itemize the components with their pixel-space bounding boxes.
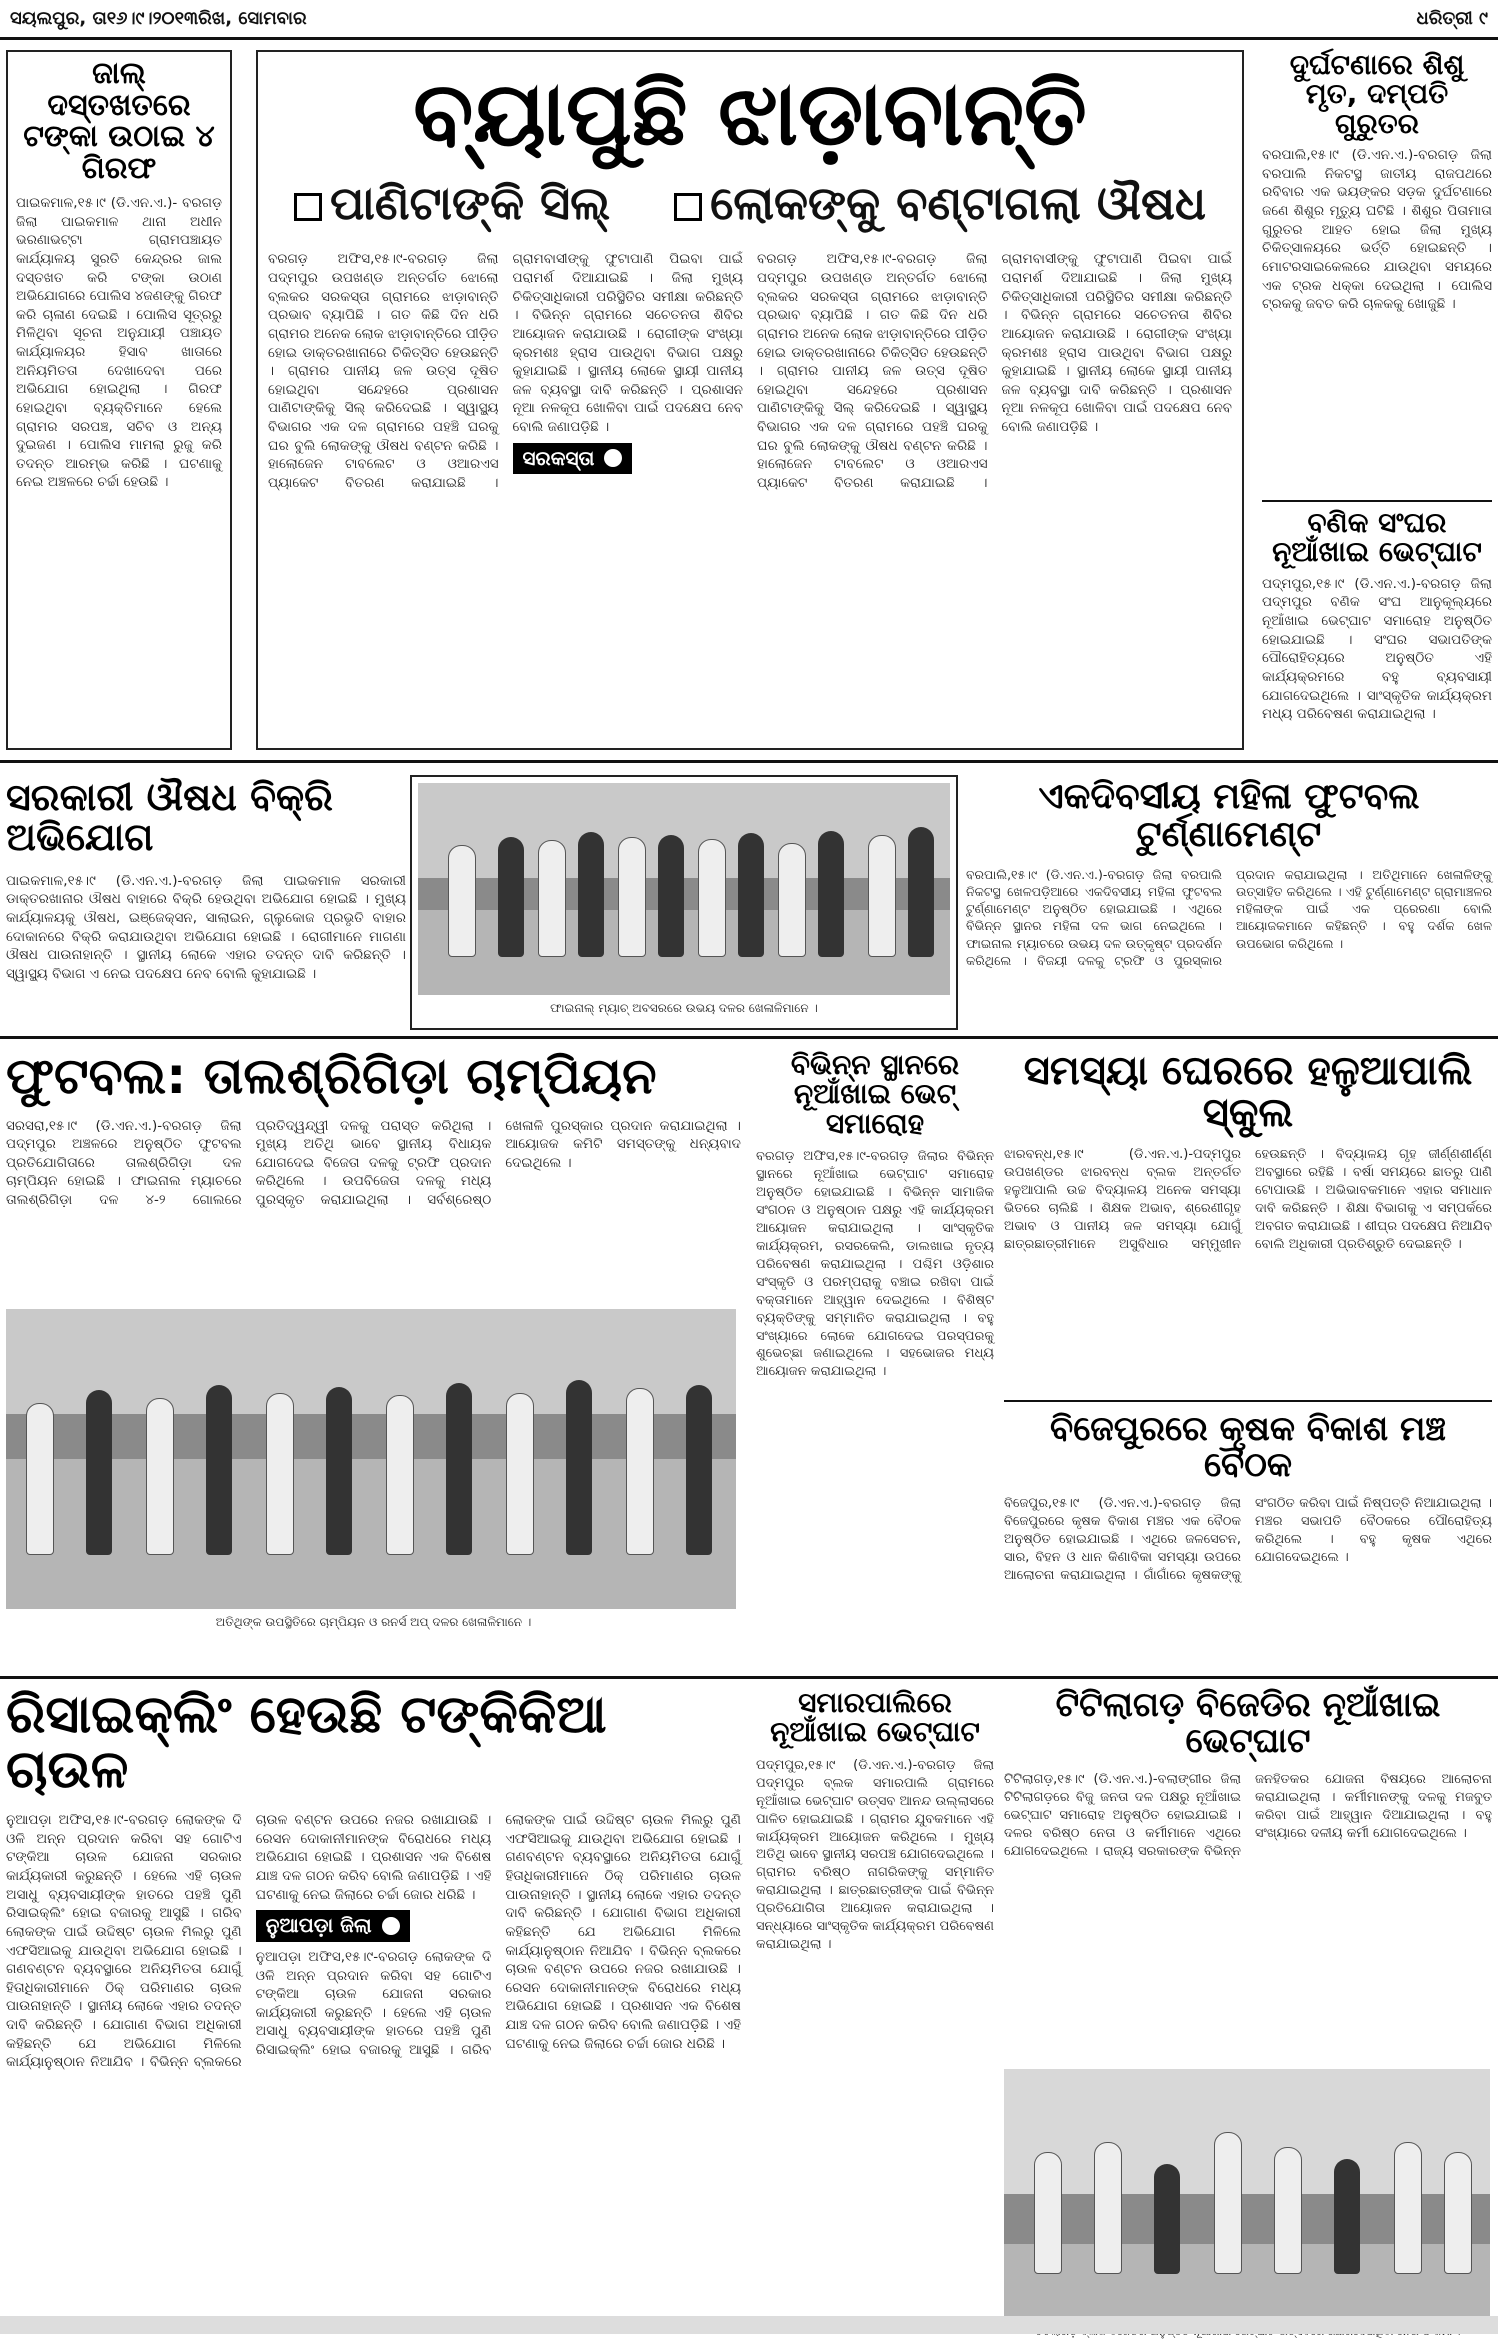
team-photo: [418, 783, 950, 995]
headline: ଦୁର୍ଘଟଣାରେ ଶିଶୁ ମୃତ, ଦମ୍ପତି ଗୁରୁତର: [1289, 48, 1465, 140]
article-body: ଟିଟିଲାଗଡ଼,୧୫।୯ (ଡି.ଏନ.ଏ.)-ବଲାଙ୍ଗୀର ଜିଲା ଟିଟିଲାଗଡ଼ରେ ବିଜୁ ଜନତା ଦଳ ପକ୍ଷରୁ ନୂଆଁଖାଇ ଭେଟ୍‌ଘାଟ ସମାରୋହ ଅନୁଷ୍ଠିତ ହୋଇଯାଇଛି । ଦଳର ବରିଷ୍ଠ ନେତା ଓ କର୍ମୀମାନେ ଏଥିରେ ଯୋଗଦେଇଥିଲେ । ରାଜ୍ୟ ସରକାରଙ୍କ ବିଭିନ୍ନ ଜନହିତକର ଯୋଜନା ବିଷୟରେ ଆଲୋଚନା କରାଯାଇଥିଲା । କର୍ମୀମାନଙ୍କୁ ଦଳକୁ ମଜବୁତ କରିବା ପାଇଁ ଆହ୍ୱାନ ଦିଆଯାଇଥିଲା । ବହୁ ସଂଖ୍ୟାରେ ଦଳୀୟ କର୍ମୀ ଯୋଗଦେଇଥିଲେ ।: [1004, 1772, 1492, 1860]
headline: ସମସ୍ୟା ଘେରରେ ହଳୁଆପାଲି ସ୍କୁଲ: [1023, 1048, 1473, 1136]
photo-caption: ଫାଇନାଲ୍ ମ୍ୟାଚ୍ ଅବସରରେ ଉଭୟ ଦଳର ଖେଳାଳିମାନେ ।: [550, 1001, 818, 1015]
article-body: ପଦ୍ମପୁର,୧୫।୯ (ଡି.ଏନ.ଏ.)-ବରଗଡ଼ ଜିଲା ପଦ୍ମପୁର ବ୍ଲକ ସମାରପାଲି ଗ୍ରାମରେ ନୂଆଁଖାଇ ଭେଟ୍‌ଘାଟ ଉତ୍ସବ ଆନନ୍ଦ ଉଲ୍ଲାସରେ ପାଳିତ ହୋଇଯାଇଛି । ଗ୍ରାମର ଯୁବକମାନେ ଏହି କାର୍ଯ୍ୟକ୍ରମ ଆୟୋଜନ କରିଥିଲେ । ମୁଖ୍ୟ ଅତିଥି ଭାବେ ସ୍ଥାନୀୟ ସରପଞ୍ଚ ଯୋଗଦେଇଥିଲେ । ଗ୍ରାମର ବରିଷ୍ଠ ନାଗରିକଙ୍କୁ ସମ୍ମାନିତ କରାଯାଇଥିଲା । ଛାତ୍ରଛାତ୍ରୀଙ୍କ ପାଇଁ ବିଭିନ୍ନ ପ୍ରତିଯୋଗିତା ଆୟୋଜନ କରାଯାଇଥିଲା । ସନ୍ଧ୍ୟାରେ ସାଂସ୍କୃତିକ କାର୍ଯ୍ୟକ୍ରମ ପରିବେଷଣ କରାଯାଇଥିଲା ।: [756, 1757, 994, 1953]
headline: ବିଜେପୁରରେ କୃଷକ ବିକାଶ ମଞ୍ଚ ବୈଠକ: [1050, 1409, 1446, 1485]
masthead: [0, 0, 1498, 40]
article-banik-sangha: [1262, 500, 1492, 750]
headline: ସମାରପାଲିରେ ନୂଆଁଖାଇ ଭେଟ୍‌ଘାଟ: [770, 1686, 980, 1749]
article-recycling-chaula: [6, 1685, 741, 2308]
masthead-date: ସୟଲପୁର, ତା୧୬।୯।୨୦୧୩ରିଖ, ସୋମବାର: [10, 8, 307, 29]
lead-body: ବରଗଡ଼ ଅଫିସ,୧୫।୯-ବରଗଡ଼ ଜିଲା ପଦ୍ମପୁର ଉପଖଣ୍ଡ ଅନ୍ତର୍ଗତ ଝୋଲୋ ବ୍ଲକର ସରକସ୍ତା ଗ୍ରାମରେ ଝାଡ଼ାବାନ୍ତି ପ୍ରଭାବ ବ୍ୟାପିଛି । ଗତ କିଛି ଦିନ ଧରି ଗ୍ରାମର ଅନେକ ଲୋକ ଝାଡ଼ାବାନ୍ତିରେ ପୀଡ଼ିତ ହୋଇ ଡାକ୍ତରଖାନାରେ ଚିକିତ୍ସିତ ହେଉଛନ୍ତି । ଗ୍ରାମର ପାନୀୟ ଜଳ ଉତ୍ସ ଦୂଷିତ ହୋଇଥିବା ସନ୍ଦେହରେ ପ୍ରଶାସନ ପାଣିଟାଙ୍କିକୁ ସିଲ୍ କରିଦେଇଛି । ସ୍ୱାସ୍ଥ୍ୟ ବିଭାଗର ଏକ ଦଳ ଗ୍ରାମରେ ପହଞ୍ଚି ଘରକୁ ଘର ବୁଲି ଲୋକଙ୍କୁ ଔଷଧ ବଣ୍ଟନ କରିଛି । ହାଲୋଜେନ ଟାବଲେଟ ଓ ଓଆରଏସ ପ୍ୟାକେଟ ବିତରଣ କରାଯାଇଛି । ଗ୍ରାମବାସୀଙ୍କୁ ଫୁଟାପାଣି ପିଇବା ପାଇଁ ପରାମର୍ଶ ଦିଆଯାଇଛି । ଜିଲା ମୁଖ୍ୟ ଚିକିତ୍ସାଧିକାରୀ ପରିସ୍ଥିତିର ସମୀକ୍ଷା କରିଛନ୍ତି । ବିଭିନ୍ନ ଗ୍ରାମରେ ସଚେତନତା ଶିବିର ଆୟୋଜନ କରାଯାଉଛି । ରୋଗୀଙ୍କ ସଂଖ୍ୟା କ୍ରମଶଃ ହ୍ରାସ ପାଉଥିବା ବିଭାଗ ପକ୍ଷରୁ କୁହାଯାଇଛି । ସ୍ଥାନୀୟ ଲୋକେ ସ୍ଥାୟୀ ପାନୀୟ ଜଳ ବ୍ୟବସ୍ଥା ଦାବି କରିଛନ୍ତି । ପ୍ରଶାସନ ନୂଆ ନଳକୂପ ଖୋଳିବା ପାଇଁ ପଦକ୍ଷେପ ନେବ ବୋଲି ଜଣାପଡ଼ିଛି । ସରକସ୍ତା ବରଗଡ଼ ଅଫିସ,୧୫।୯-ବରଗଡ଼ ଜିଲା ପଦ୍ମପୁର ଉପଖଣ୍ଡ ଅନ୍ତର୍ଗତ ଝୋଲୋ ବ୍ଲକର ସରକସ୍ତା ଗ୍ରାମରେ ଝାଡ଼ାବାନ୍ତି ପ୍ରଭାବ ବ୍ୟାପିଛି । ଗତ କିଛି ଦିନ ଧରି ଗ୍ରାମର ଅନେକ ଲୋକ ଝାଡ଼ାବାନ୍ତିରେ ପୀଡ଼ିତ ହୋଇ ଡାକ୍ତରଖାନାରେ ଚିକିତ୍ସିତ ହେଉଛନ୍ତି । ଗ୍ରାମର ପାନୀୟ ଜଳ ଉତ୍ସ ଦୂଷିତ ହୋଇଥିବା ସନ୍ଦେହରେ ପ୍ରଶାସନ ପାଣିଟାଙ୍କିକୁ ସିଲ୍ କରିଦେଇଛି । ସ୍ୱାସ୍ଥ୍ୟ ବିଭାଗର ଏକ ଦଳ ଗ୍ରାମରେ ପହଞ୍ଚି ଘରକୁ ଘର ବୁଲି ଲୋକଙ୍କୁ ଔଷଧ ବଣ୍ଟନ କରିଛି । ହାଲୋଜେନ ଟାବଲେଟ ଓ ଓଆରଏସ ପ୍ୟାକେଟ ବିତରଣ କରାଯାଇଛି । ଗ୍ରାମବାସୀଙ୍କୁ ଫୁଟାପାଣି ପିଇବା ପାଇଁ ପରାମର୍ଶ ଦିଆଯାଇଛି । ଜିଲା ମୁଖ୍ୟ ଚିକିତ୍ସାଧିକାରୀ ପରିସ୍ଥିତିର ସମୀକ୍ଷା କରିଛନ୍ତି । ବିଭିନ୍ନ ଗ୍ରାମରେ ସଚେତନତା ଶିବିର ଆୟୋଜନ କରାଯାଉଛି । ରୋଗୀଙ୍କ ସଂଖ୍ୟା କ୍ରମଶଃ ହ୍ରାସ ପାଉଥିବା ବିଭାଗ ପକ୍ଷରୁ କୁହାଯାଇଛି । ସ୍ଥାନୀୟ ଲୋକେ ସ୍ଥାୟୀ ପାନୀୟ ଜଳ ବ୍ୟବସ୍ଥା ଦାବି କରିଛନ୍ତି । ପ୍ରଶାସନ ନୂଆ ନଳକୂପ ଖୋଳିବା ପାଇଁ ପଦକ୍ଷେପ ନେବ ବୋଲି ଜଣାପଡ଼ିଛି ।: [268, 251, 1232, 491]
article-nuakhai-vibhinna: [756, 1050, 994, 1670]
article-durghatana: [1262, 50, 1492, 490]
article-body: ସରସରା,୧୫।୯ (ଡି.ଏନ.ଏ.)-ବରଗଡ଼ ଜିଲା ପଦ୍ମପୁର ଅଞ୍ଚଳରେ ଅନୁଷ୍ଠିତ ଫୁଟବଲ ପ୍ରତିଯୋଗିତାରେ ତାଲଶ୍ରିଗିଡ଼ା ଦଳ ଚାମ୍ପିୟନ ହୋଇଛି । ଫାଇନାଲ ମ୍ୟାଚରେ ତାଲଶ୍ରିଗିଡ଼ା ଦଳ ୪-୨ ଗୋଲରେ ପ୍ରତିଦ୍ୱନ୍ଦ୍ୱୀ ଦଳକୁ ପରାସ୍ତ କରିଥିଲା । ମୁଖ୍ୟ ଅତିଥି ଭାବେ ସ୍ଥାନୀୟ ବିଧାୟକ ଯୋଗଦେଇ ବିଜେତା ଦଳକୁ ଟ୍ରଫି ପ୍ରଦାନ କରିଥିଲେ । ଉପବିଜେତା ଦଳକୁ ମଧ୍ୟ ପୁରସ୍କୃତ କରାଯାଇଥିଲା । ସର୍ବଶ୍ରେଷ୍ଠ ଖେଳାଳି ପୁରସ୍କାର ପ୍ରଦାନ କରାଯାଇଥିଲା । ଆୟୋଜକ କମିଟି ସମସ୍ତଙ୍କୁ ଧନ୍ୟବାଦ ଦେଇଥିଲେ ।: [6, 1117, 741, 1208]
bullet-square-icon: [674, 193, 702, 221]
headline: ସରକାରୀ ଔଷଧ ବିକ୍ରି ଅଭିଯୋଗ: [6, 775, 333, 859]
divider: [0, 1036, 1498, 1039]
article-mahila-football: [966, 778, 1492, 1028]
article-body: ବରଗଡ଼ ଅଫିସ,୧୫।୯-ବରଗଡ଼ ଜିଲାର ବିଭିନ୍ନ ସ୍ଥାନରେ ନୂଆଁଖାଇ ଭେଟ୍‌ଘାଟ ସମାରୋହ ଅନୁଷ୍ଠିତ ହୋଇଯାଇଛି । ବିଭିନ୍ନ ସାମାଜିକ ସଂଗଠନ ଓ ଅନୁଷ୍ଠାନ ପକ୍ଷରୁ ଏହି କାର୍ଯ୍ୟକ୍ରମ ଆୟୋଜନ କରାଯାଇଥିଲା । ସାଂସ୍କୃତିକ କାର୍ଯ୍ୟକ୍ରମ, ରସରକେଲି, ଡାଲଖାଇ ନୃତ୍ୟ ପରିବେଷଣ କରାଯାଇଥିଲା । ପଶ୍ଚିମ ଓଡ଼ିଶାର ସଂସ୍କୃତି ଓ ପରମ୍ପରାକୁ ବଞ୍ଚାଇ ରଖିବା ପାଇଁ ବକ୍ତାମାନେ ଆହ୍ୱାନ ଦେଇଥିଲେ । ବିଶିଷ୍ଟ ବ୍ୟକ୍ତିଙ୍କୁ ସମ୍ମାନିତ କରାଯାଇଥିଲା । ବହୁ ସଂଖ୍ୟାରେ ଲୋକେ ଯୋଗଦେଇ ପରସ୍ପରକୁ ଶୁଭେଚ୍ଛା ଜଣାଇଥିଲେ । ସହଭୋଜର ମଧ୍ୟ ଆୟୋଜନ କରାଯାଇଥିଲା ।: [756, 1149, 994, 1380]
photo-women-football: [410, 775, 958, 1030]
article-lead-jhadabanti: [256, 50, 1244, 750]
article-jal-dastakhat: [6, 50, 232, 750]
place-tag: ନୁଆପଡ଼ା ଜିଲା: [256, 1910, 492, 1942]
meeting-photo: [1004, 2069, 1490, 2319]
article-body: ଝାରବନ୍ଧ,୧୫।୯ (ଡି.ଏନ.ଏ.)-ପଦ୍ମପୁର ଉପଖଣ୍ଡର ଝାରବନ୍ଧ ବ୍ଲକ ଅନ୍ତର୍ଗତ ହଳୁଆପାଲି ଉଚ୍ଚ ବିଦ୍ୟାଳୟ ଅନେକ ସମସ୍ୟା ଭିତରେ ଚାଲିଛି । ଶିକ୍ଷକ ଅଭାବ, ଶ୍ରେଣୀଗୃହ ଅଭାବ ଓ ପାନୀୟ ଜଳ ସମସ୍ୟା ଯୋଗୁଁ ଛାତ୍ରଛାତ୍ରୀମାନେ ଅସୁବିଧାର ସମ୍ମୁଖୀନ ହେଉଛନ୍ତି । ବିଦ୍ୟାଳୟ ଗୃହ ଜୀର୍ଣ୍ଣଶୀର୍ଣ୍ଣ ଅବସ୍ଥାରେ ରହିଛି । ବର୍ଷା ସମୟରେ ଛାତରୁ ପାଣି ଟୋପାଉଛି । ଅଭିଭାବକମାନେ ଏହାର ସମାଧାନ ଦାବି କରିଛନ୍ତି । ଶିକ୍ଷା ବିଭାଗକୁ ଏ ସମ୍ପର୍କରେ ଅବଗତ କରାଯାଇଛି । ଶୀଘ୍ର ପଦକ୍ଷେପ ନିଆଯିବ ବୋଲି ଅଧିକାରୀ ପ୍ରତିଶ୍ରୁତି ଦେଇଛନ୍ତି ।: [1004, 1147, 1492, 1252]
article-football-champion: [6, 1047, 741, 1670]
lead-headline: ବ୍ୟାପୁଛି ଝାଡ଼ାବାନ୍ତି: [413, 62, 1087, 165]
headline: ବିଭିନ୍ନ ସ୍ଥାନରେ ନୂଆଁଖାଇ ଭେଟ୍ ସମାରୋହ: [790, 1048, 960, 1140]
masthead-page: ଧରିତ୍ରୀ ୯: [1416, 8, 1488, 29]
footer-bar: [0, 2316, 1498, 2334]
headline: ଏକଦିବସୀୟ ମହିଳା ଫୁଟବଲ ଟୁର୍ଣ୍ଣାମେଣ୍ଟ: [1038, 776, 1420, 855]
article-body: ନୁଆପଡ଼ା ଅଫିସ,୧୫।୯-ବରଗଡ଼ ଲୋକଙ୍କ ଦି ଓଳି ଅନ୍ନ ପ୍ରଦାନ କରିବା ସହ ଗୋଟିଏ ଟଙ୍କିଆ ଚାଉଳ ଯୋଜନା ସରକାର କାର୍ଯ୍ୟକାରୀ କରୁଛନ୍ତି । ହେଲେ ଏହି ଚାଉଳ ଅସାଧୁ ବ୍ୟବସାୟୀଙ୍କ ହାତରେ ପହଞ୍ଚି ପୁଣି ରିସାଇକ୍ଲିଂ ହୋଇ ବଜାରକୁ ଆସୁଛି । ଗରିବ ଲୋକଙ୍କ ପାଇଁ ଉଦ୍ଦିଷ୍ଟ ଚାଉଳ ମିଲରୁ ପୁଣି ଏଫସିଆଇକୁ ଯାଉଥିବା ଅଭିଯୋଗ ହୋଇଛି । ଗଣବଣ୍ଟନ ବ୍ୟବସ୍ଥାରେ ଅନିୟମିତତା ଯୋଗୁଁ ହିତାଧିକାରୀମାନେ ଠିକ୍ ପରିମାଣର ଚାଉଳ ପାଉନାହାନ୍ତି । ସ୍ଥାନୀୟ ଲୋକେ ଏହାର ତଦନ୍ତ ଦାବି କରିଛନ୍ତି । ଯୋଗାଣ ବିଭାଗ ଅଧିକାରୀ କହିଛନ୍ତି ଯେ ଅଭିଯୋଗ ମିଳିଲେ କାର୍ଯ୍ୟାନୁଷ୍ଠାନ ନିଆଯିବ । ବିଭିନ୍ନ ବ୍ଲକରେ ଚାଉଳ ବଣ୍ଟନ ଉପରେ ନଜର ରଖାଯାଉଛି । ରେସନ ଦୋକାନୀମାନଙ୍କ ବିରୋଧରେ ମଧ୍ୟ ଅଭିଯୋଗ ହୋଇଛି । ପ୍ରଶାସନ ଏକ ବିଶେଷ ଯାଞ୍ଚ ଦଳ ଗଠନ କରିବ ବୋଲି ଜଣାପଡ଼ିଛି । ଏହି ଘଟଣାକୁ ନେଇ ଜିଲାରେ ଚର୍ଚ୍ଚା ଜୋର ଧରିଛି । ନୁଆପଡ଼ା ଜିଲା ନୁଆପଡ଼ା ଅଫିସ,୧୫।୯-ବରଗଡ଼ ଲୋକଙ୍କ ଦି ଓଳି ଅନ୍ନ ପ୍ରଦାନ କରିବା ସହ ଗୋଟିଏ ଟଙ୍କିଆ ଚାଉଳ ଯୋଜନା ସରକାର କାର୍ଯ୍ୟକାରୀ କରୁଛନ୍ତି । ହେଲେ ଏହି ଚାଉଳ ଅସାଧୁ ବ୍ୟବସାୟୀଙ୍କ ହାତରେ ପହଞ୍ଚି ପୁଣି ରିସାଇକ୍ଲିଂ ହୋଇ ବଜାରକୁ ଆସୁଛି । ଗରିବ ଲୋକଙ୍କ ପାଇଁ ଉଦ୍ଦିଷ୍ଟ ଚାଉଳ ମିଲରୁ ପୁଣି ଏଫସିଆଇକୁ ଯାଉଥିବା ଅଭିଯୋଗ ହୋଇଛି । ଗଣବଣ୍ଟନ ବ୍ୟବସ୍ଥାରେ ଅନିୟମିତତା ଯୋଗୁଁ ହିତାଧିକାରୀମାନେ ଠିକ୍ ପରିମାଣର ଚାଉଳ ପାଉନାହାନ୍ତି । ସ୍ଥାନୀୟ ଲୋକେ ଏହାର ତଦନ୍ତ ଦାବି କରିଛନ୍ତି । ଯୋଗାଣ ବିଭାଗ ଅଧିକାରୀ କହିଛନ୍ତି ଯେ ଅଭିଯୋଗ ମିଳିଲେ କାର୍ଯ୍ୟାନୁଷ୍ଠାନ ନିଆଯିବ । ବିଭିନ୍ନ ବ୍ଲକରେ ଚାଉଳ ବଣ୍ଟନ ଉପରେ ନଜର ରଖାଯାଉଛି । ରେସନ ଦୋକାନୀମାନଙ୍କ ବିରୋଧରେ ମଧ୍ୟ ଅଭିଯୋଗ ହୋଇଛି । ପ୍ରଶାସନ ଏକ ବିଶେଷ ଯାଞ୍ଚ ଦଳ ଗଠନ କରିବ ବୋଲି ଜଣାପଡ଼ିଛି । ଏହି ଘଟଣାକୁ ନେଇ ଜିଲାରେ ଚର୍ଚ୍ଚା ଜୋର ଧରିଛି ।: [6, 1812, 741, 2071]
subhead-1: ପାଣିଟାଙ୍କି ସିଲ୍: [329, 176, 611, 231]
article-body: ପାଇକମାଳ,୧୫।୯ (ଡି.ଏନ.ଏ.)- ବରଗଡ଼ ଜିଲା ପାଇକମାଳ ଥାନା ଅଧୀନ ଭରଣାଭଟ୍ଟା ଗ୍ରାମପଞ୍ଚାୟତ କାର୍ଯ୍ୟାଳୟ ସୁରତି କେନ୍ଦ୍ରର ଜାଲ ଦସ୍ତଖତ କରି ଟଙ୍କା ଉଠାଣ ଅଭିଯୋଗରେ ପୋଲିସ ୪ଜଣଙ୍କୁ ଗିରଫ କରି ଚାଳାଣ ଦେଇଛି । ପୋଲିସ ସୂତ୍ରରୁ ମିଳିଥିବା ସୂଚନା ଅନୁଯାୟୀ ପଞ୍ଚାୟତ କାର୍ଯ୍ୟାଳୟର ହିସାବ ଖାତାରେ ଅନିୟମିତତା ଦେଖାଦେବା ପରେ ଅଭିଯୋଗ ହୋଇଥିଲା । ଗିରଫ ହୋଇଥିବା ବ୍ୟକ୍ତିମାନେ ହେଲେ ଗ୍ରାମର ସରପଞ୍ଚ, ସଚିବ ଓ ଅନ୍ୟ ଦୁଇଜଣ । ପୋଲିସ ମାମଲା ରୁଜୁ କରି ତଦନ୍ତ ଆରମ୍ଭ କରିଛି । ଘଟଣାକୁ ନେଇ ଅଞ୍ଚଳରେ ଚର୍ଚ୍ଚା ହେଉଛି ।: [16, 195, 222, 491]
bullet-circle-icon: [382, 1917, 400, 1935]
article-titilagarh-bjd: [1004, 1685, 1492, 2308]
photo-caption: ଅତିଥିଙ୍କ ଉପସ୍ଥିତିରେ ଚାମ୍ପିୟନ ଓ ରନର୍ସ ଅପ୍ ଦଳର ଖେଳାଳିମାନେ ।: [215, 1614, 532, 1629]
article-body: ବିଜେପୁର,୧୫।୯ (ଡି.ଏନ.ଏ.)-ବରଗଡ଼ ଜିଲା ବିଜେପୁରରେ କୃଷକ ବିକାଶ ମଞ୍ଚର ଏକ ବୈଠକ ଅନୁଷ୍ଠିତ ହୋଇଯାଇଛି । ଏଥିରେ ଜଳସେଚନ, ସାର, ବିହନ ଓ ଧାନ କିଣାବିକା ସମସ୍ୟା ଉପରେ ଆଲୋଚନା କରାଯାଇଥିଲା । ଗାଁଗାଁରେ କୃଷକଙ୍କୁ ସଂଗଠିତ କରିବା ପାଇଁ ନିଷ୍ପତ୍ତି ନିଆଯାଇଥିଲା । ମଞ୍ଚର ସଭାପତି ବୈଠକରେ ପୌରୋହିତ୍ୟ କରିଥିଲେ । ବହୁ କୃଷକ ଏଥିରେ ଯୋଗଦେଇଥିଲେ ।: [1004, 1496, 1492, 1584]
article-krushak-manch: [1004, 1400, 1492, 1670]
headline: ଜାଲ୍ ଦସ୍ତଖତରେ ଟଙ୍କା ଉଠାଇ ୪ ଗିରଫ: [23, 56, 215, 186]
champion-team-photo: [6, 1309, 736, 1609]
subhead-2: ଲୋକଙ୍କୁ ବଣ୍ଟାଗଲା ଔଷଧ: [710, 176, 1207, 231]
article-samarpali-nuakhai: [756, 1688, 994, 2308]
divider: [0, 760, 1498, 763]
headline: ଫୁଟବଲ: ତାଲଶ୍ରିଗିଡ଼ା ଚାମ୍ପିୟନ: [6, 1047, 657, 1105]
article-body: ବରପାଲି,୧୫।୯ (ଡି.ଏନ.ଏ.)-ବରଗଡ଼ ଜିଲା ବରପାଲି ନିକଟସ୍ଥ ଖେଳପଡ଼ିଆରେ ଏକଦିବସୀୟ ମହିଳା ଫୁଟବଲ ଟୁର୍ଣ୍ଣାମେଣ୍ଟ ଅନୁଷ୍ଠିତ ହୋଇଯାଇଛି । ଏଥିରେ ବିଭିନ୍ନ ସ୍ଥାନର ମହିଳା ଦଳ ଭାଗ ନେଇଥିଲେ । ଫାଇନାଲ ମ୍ୟାଚରେ ଉଭୟ ଦଳ ଉତ୍କୃଷ୍ଟ ପ୍ରଦର୍ଶନ କରିଥିଲେ । ବିଜୟୀ ଦଳକୁ ଟ୍ରଫି ଓ ପୁରସ୍କାର ପ୍ରଦାନ କରାଯାଇଥିଲା । ଅତିଥିମାନେ ଖେଳାଳିଙ୍କୁ ଉତ୍ସାହିତ କରିଥିଲେ । ଏହି ଟୁର୍ଣ୍ଣାମେଣ୍ଟ ଗ୍ରାମାଞ୍ଚଳର ମହିଳାଙ୍କ ପାଇଁ ଏକ ପ୍ରେରଣା ବୋଲି ଆୟୋଜକମାନେ କହିଛନ୍ତି । ବହୁ ଦର୍ଶକ ଖେଳ ଉପଭୋଗ କରିଥିଲେ ।: [966, 866, 1492, 968]
headline: ବଣିକ ସଂଘର ନୂଆଁଖାଇ ଭେଟ୍‌ଘାଟ: [1272, 506, 1482, 569]
lead-columns: [268, 250, 1232, 720]
article-body: ପାଇକମାଳ,୧୫।୯ (ଡି.ଏନ.ଏ.)-ବରଗଡ଼ ଜିଲା ପାଇକମାଳ ସରକାରୀ ଡାକ୍ତରଖାନାର ଔଷଧ ବାହାରେ ବିକ୍ରି ହେଉଥିବା ଅଭିଯୋଗ ହୋଇଛି । ମୁଖ୍ୟ କାର୍ଯ୍ୟାଳୟକୁ ଔଷଧ, ଇଞ୍ଜେକ୍ସନ, ସାଲାଇନ, ଗ୍ଲୁକୋଜ ପ୍ରଭୃତି ବାହାର ଦୋକାନରେ ବିକ୍ରି କରାଯାଉଥିବା ଅଭିଯୋଗ ହୋଇଛି । ରୋଗୀମାନେ ମାଗଣା ଔଷଧ ପାଉନାହାନ୍ତି । ସ୍ଥାନୀୟ ଲୋକେ ଏହାର ତଦନ୍ତ ଦାବି କରିଛନ୍ତି । ସ୍ୱାସ୍ଥ୍ୟ ବିଭାଗ ଏ ନେଇ ପଦକ୍ଷେପ ନେବ ବୋଲି କୁହାଯାଇଛି ।: [6, 872, 406, 982]
headline: ରିସାଇକ୍ଲିଂ ହେଉଛି ଟଙ୍କିକିଆ ଚାଉଳ: [6, 1685, 607, 1800]
article-halluapali-school: [1004, 1050, 1492, 1395]
article-body: ବରପାଲି,୧୫।୯ (ଡି.ଏନ.ଏ.)-ବରଗଡ଼ ଜିଲା ବରପାଲି ନିକଟସ୍ଥ ଜାତୀୟ ରାଜପଥରେ ରବିବାର ଏକ ଭୟଙ୍କର ସଡ଼କ ଦୁର୍ଘଟଣାରେ ଜଣେ ଶିଶୁର ମୃତ୍ୟୁ ଘଟିଛି । ଶିଶୁର ପିତାମାତା ଗୁରୁତର ଆହତ ହୋଇ ଜିଲା ମୁଖ୍ୟ ଚିକିତ୍ସାଳୟରେ ଭର୍ତ୍ତି ହୋଇଛନ୍ତି । ମୋଟରସାଇକେଲରେ ଯାଉଥିବା ସମୟରେ ଏକ ଟ୍ରକ ଧକ୍କା ଦେଇଥିଲା । ପୋଲିସ ଟ୍ରକକୁ ଜବତ କରି ଚାଳକକୁ ଖୋଜୁଛି ।: [1262, 147, 1492, 313]
bullet-square-icon: [294, 193, 322, 221]
bullet-circle-icon: [604, 449, 622, 467]
article-body: ପଦ୍ମପୁର,୧୫।୯ (ଡି.ଏନ.ଏ.)-ବରଗଡ଼ ଜିଲା ପଦ୍ମପୁର ବଣିକ ସଂଘ ଆନୁକୂଲ୍ୟରେ ନୂଆଁଖାଇ ଭେଟ୍‌ଘାଟ ସମାରୋହ ଅନୁଷ୍ଠିତ ହୋଇଯାଇଛି । ସଂଘର ସଭାପତିଙ୍କ ପୌରୋହିତ୍ୟରେ ଅନୁଷ୍ଠିତ ଏହି କାର୍ଯ୍ୟକ୍ରମରେ ବହୁ ବ୍ୟବସାୟୀ ଯୋଗଦେଇଥିଲେ । ସାଂସ୍କୃତିକ କାର୍ଯ୍ୟକ୍ରମ ମଧ୍ୟ ପରିବେଷଣ କରାଯାଇଥିଲା ।: [1262, 575, 1492, 723]
divider: [0, 1676, 1498, 1679]
headline: ଟିଟିଲାଗଡ଼ ବିଜେଡିର ନୂଆଁଖାଇ ଭେଟ୍‌ଘାଟ: [1055, 1685, 1441, 1761]
place-tag: ସରକସ୍ତା: [513, 443, 744, 475]
article-sarkari-aushadha: [6, 775, 406, 1028]
lead-subheads: [268, 176, 1232, 232]
